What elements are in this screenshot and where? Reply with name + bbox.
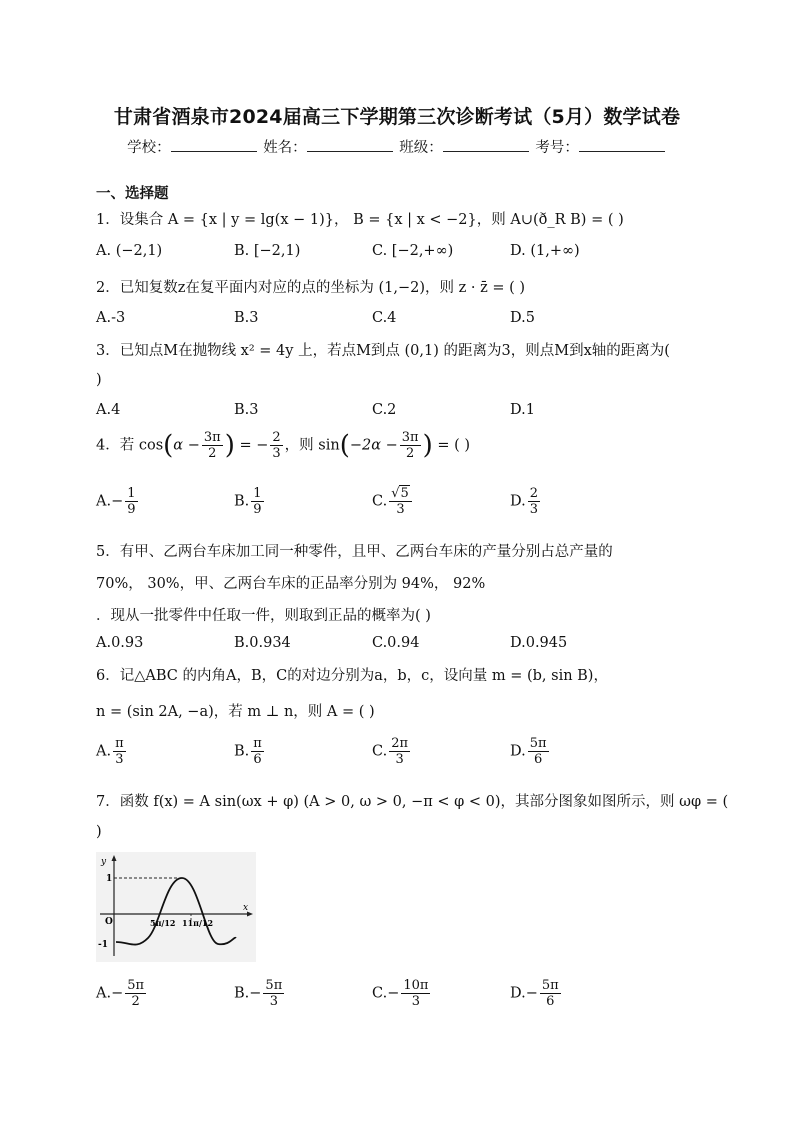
q6-option-d[interactable]: D. $\frac{5\pi}{6}$: [510, 736, 547, 767]
q7-option-b[interactable]: B.− $\frac{5\pi}{3}$: [234, 978, 283, 1009]
question-7-line-1: 7．函数 f(x) = A sin(ωx + φ) (A > 0, ω > 0, −π < φ < 0)，其部分图象如图所示，则 ωφ = (: [96, 794, 729, 810]
q5-option-d[interactable]: D.0.945: [510, 635, 568, 651]
q5-option-b[interactable]: B.0.934: [234, 635, 291, 651]
q1-option-c[interactable]: C. [−2,+∞): [372, 243, 454, 259]
q6-option-b[interactable]: B. $\frac{\pi}{6}$: [234, 736, 262, 767]
q4-option-c[interactable]: C. $\frac{√5}{3}$: [372, 486, 414, 517]
class-blank[interactable]: [443, 139, 529, 152]
q4-cos: cos: [138, 437, 164, 454]
q4-frac-2-3: $\frac{2}{3}$: [272, 430, 281, 461]
q7-option-a[interactable]: A.− $\frac{5\pi}{2}$: [96, 978, 145, 1009]
exam-number-label: 考号：: [535, 140, 579, 156]
q4-option-a[interactable]: A.− $\frac{1}{9}$: [96, 486, 136, 517]
name-blank[interactable]: [307, 139, 393, 152]
section-heading: 一、选择题: [96, 186, 169, 202]
q1-option-a[interactable]: A. (−2,1): [96, 243, 163, 259]
page-title: 甘肃省酒泉市2024届高三下学期第三次诊断考试（5月）数学试卷: [113, 106, 681, 128]
q2-option-b[interactable]: B.3: [234, 310, 259, 326]
question-2: 2．已知复数z在复平面内对应的点的坐标为 (1,−2)，则 z · z̄ = ( ): [96, 280, 526, 296]
q4-sin: ，则 sin: [284, 437, 340, 454]
graph-background: [96, 852, 256, 962]
q7-option-d[interactable]: D.− $\frac{5\pi}{6}$: [510, 978, 559, 1009]
q3-option-b[interactable]: B.3: [234, 402, 259, 418]
q7-option-c[interactable]: C.− $\frac{10\pi}{3}$: [372, 978, 429, 1009]
q5-option-a[interactable]: A.0.93: [96, 635, 144, 651]
q2-option-d[interactable]: D.5: [510, 310, 535, 326]
class-label: 班级：: [399, 140, 443, 156]
y-one-label: 1: [106, 874, 113, 884]
q6-option-a[interactable]: A. $\frac{\pi}{3}$: [96, 736, 124, 767]
y-minus-one-label: -1: [98, 940, 108, 950]
q6-option-c[interactable]: C. $\frac{2\pi}{3}$: [372, 736, 409, 767]
q4-tail: = ( ): [437, 437, 471, 454]
q3-option-a[interactable]: A.4: [96, 402, 121, 418]
q2-option-a[interactable]: A.-3: [96, 310, 126, 326]
school-label: 学校：: [127, 140, 171, 156]
question-5-line-2: 70%， 30%，甲、乙两台车床的正品率分别为 94%， 92%: [96, 576, 486, 592]
name-label: 姓名：: [263, 140, 307, 156]
school-blank[interactable]: [171, 139, 257, 152]
question-6-line-2: n = (sin 2A, −a)，若 m ⊥ n，则 A = ( ): [96, 704, 375, 720]
q1-option-d[interactable]: D. (1,+∞): [510, 243, 580, 259]
q5-option-c[interactable]: C.0.94: [372, 635, 420, 651]
question-3-line-1: 3．已知点M在抛物线 x² = 4y 上，若点M到点 (0,1) 的距离为3，则点M到x轴的距离为(: [96, 343, 670, 359]
q4-option-b[interactable]: B. $\frac{1}{9}$: [234, 486, 262, 517]
question-5-line-1: 5．有甲、乙两台车床加工同一种零件，且甲、乙两台车床的产量分别占总产量的: [96, 544, 613, 560]
tick-11pi-12: 11π/12: [182, 918, 214, 928]
y-axis-label: y: [101, 857, 107, 867]
q4-frac-3pi-2: $\frac{3\pi}{2}$: [203, 430, 221, 461]
q3-option-c[interactable]: C.2: [372, 402, 397, 418]
x-axis-label: x: [243, 903, 249, 913]
q4-alpha: α −: [173, 437, 200, 454]
student-info-line: [0, 136, 794, 157]
origin-label: O: [105, 917, 113, 927]
question-6-line-1: 6．记△ABC 的内角A，B，C的对边分别为a，b，c，设向量 m = (b, sin B)，: [96, 668, 608, 684]
question-5-line-3: ．现从一批零件中任取一件，则取到正品的概率为( ): [96, 608, 431, 624]
tick-5pi-12: 5π/12: [150, 918, 176, 928]
q1-option-b[interactable]: B. [−2,1): [234, 243, 301, 259]
q3-option-d[interactable]: D.1: [510, 402, 535, 418]
question-1: 1．设集合 A = {x | y = lg(x − 1)}， B = {x | x < −2}，则 A∪(ð_R B) = ( ): [96, 212, 624, 228]
q4-option-d[interactable]: D. $\frac{2}{3}$: [510, 486, 538, 517]
question-4: 4．若 cos(α − $\frac{3\pi}{2}$ ) = − $\frac{2}{3}$ ，则 sin(−2α − $\frac{3\pi}{2}$ ) = ( ): [96, 430, 471, 461]
q4-prefix: 4．若: [96, 437, 135, 454]
q2-option-c[interactable]: C.4: [372, 310, 397, 326]
exam-number-blank[interactable]: [579, 139, 665, 152]
q4-neg2alpha: −2α −: [349, 437, 398, 454]
question-3-line-2: ): [96, 372, 102, 388]
question-7-line-2: ): [96, 824, 102, 840]
sine-graph-figure: [96, 852, 256, 962]
q4-eq: = −: [239, 437, 269, 454]
q4-frac-3pi-2b: $\frac{3\pi}{2}$: [401, 430, 419, 461]
